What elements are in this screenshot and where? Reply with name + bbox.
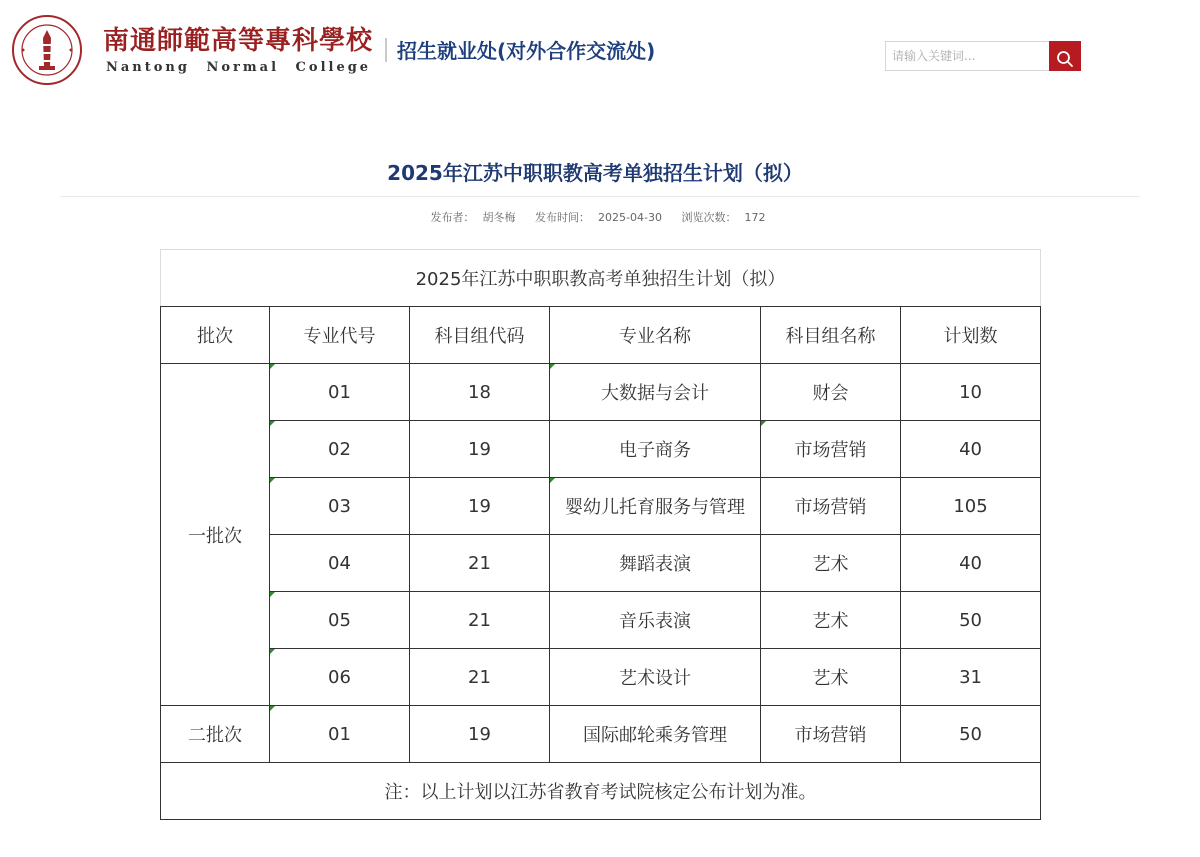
subject-group-code-cell: 21 xyxy=(410,592,550,649)
plan-count-cell: 10 xyxy=(901,364,1041,421)
subject-group-name-cell: 市场营销 xyxy=(761,706,901,763)
search-icon xyxy=(1056,50,1074,68)
table-row xyxy=(161,706,1041,763)
major-name-cell: 舞蹈表演 xyxy=(550,535,761,592)
subject-group-name-cell: 市场营销 xyxy=(761,421,901,478)
major-name-cell: 音乐表演 xyxy=(550,592,761,649)
major-code-cell: 03 xyxy=(270,478,410,535)
school-seal-icon[interactable] xyxy=(11,14,83,86)
plan-count-cell: 40 xyxy=(901,535,1041,592)
article-meta xyxy=(0,210,1196,226)
department-title[interactable]: 招生就业处(对外合作交流处) xyxy=(397,39,656,63)
enrollment-plan-table xyxy=(160,249,1041,820)
header-major-name: 专业名称 xyxy=(550,307,761,364)
plan-table-container xyxy=(160,249,1041,820)
major-code-cell: 05 xyxy=(270,592,410,649)
major-name-cell: 艺术设计 xyxy=(550,649,761,706)
header-subject-group-name: 科目组名称 xyxy=(761,307,901,364)
title-divider xyxy=(60,196,1140,197)
subject-group-code-cell: 19 xyxy=(410,421,550,478)
school-name-cn[interactable]: 南通師範高等專科學校 xyxy=(103,26,374,56)
header-divider xyxy=(385,38,387,62)
major-name-cell: 电子商务 xyxy=(550,421,761,478)
header-major-code: 专业代号 xyxy=(270,307,410,364)
article-title: 2025年江苏中职职教高考单独招生计划（拟） xyxy=(387,161,803,185)
views-label: 浏览次数： xyxy=(681,211,737,224)
major-name-cell: 大数据与会计 xyxy=(550,364,761,421)
subject-group-code-cell: 18 xyxy=(410,364,550,421)
plan-count-cell: 105 xyxy=(901,478,1041,535)
subject-group-name-cell: 市场营销 xyxy=(761,478,901,535)
major-code-cell: 04 xyxy=(270,535,410,592)
views-value: 172 xyxy=(744,211,766,224)
site-header xyxy=(0,0,1200,100)
header-plan-count: 计划数 xyxy=(901,307,1041,364)
search-input[interactable] xyxy=(885,41,1049,71)
table-header-row xyxy=(161,307,1041,364)
subject-group-code-cell: 21 xyxy=(410,649,550,706)
major-code-cell: 01 xyxy=(270,364,410,421)
subject-group-code-cell: 21 xyxy=(410,535,550,592)
author-label: 发布者： xyxy=(430,211,475,224)
major-code-cell: 02 xyxy=(270,421,410,478)
subject-group-code-cell: 19 xyxy=(410,478,550,535)
date-value: 2025-04-30 xyxy=(598,211,662,224)
subject-group-name-cell: 财会 xyxy=(761,364,901,421)
date-label: 发布时间： xyxy=(535,211,591,224)
table-row xyxy=(161,535,1041,592)
major-name-cell: 国际邮轮乘务管理 xyxy=(550,706,761,763)
subject-group-name-cell: 艺术 xyxy=(761,649,901,706)
major-code-cell: 06 xyxy=(270,649,410,706)
subject-group-name-cell: 艺术 xyxy=(761,592,901,649)
major-code-cell: 01 xyxy=(270,706,410,763)
school-name-en[interactable]: Nantong Normal College xyxy=(106,60,372,75)
table-row xyxy=(161,592,1041,649)
batch-cell: 一批次 xyxy=(161,364,270,706)
table-note: 注：以上计划以江苏省教育考试院核定公布计划为准。 xyxy=(161,763,1041,820)
plan-count-cell: 40 xyxy=(901,421,1041,478)
search-button[interactable] xyxy=(1049,41,1081,71)
subject-group-name-cell: 艺术 xyxy=(761,535,901,592)
header-batch: 批次 xyxy=(161,307,270,364)
table-row xyxy=(161,649,1041,706)
plan-count-cell: 50 xyxy=(901,592,1041,649)
table-row xyxy=(161,478,1041,535)
table-row xyxy=(161,421,1041,478)
table-caption: 2025年江苏中职职教高考单独招生计划（拟） xyxy=(161,250,1041,307)
table-row xyxy=(161,364,1041,421)
plan-count-cell: 31 xyxy=(901,649,1041,706)
author-value: 胡冬梅 xyxy=(482,211,516,224)
major-name-cell: 婴幼儿托育服务与管理 xyxy=(550,478,761,535)
batch-cell: 二批次 xyxy=(161,706,270,763)
table-note-row xyxy=(161,763,1041,820)
header-subject-group-code: 科目组代码 xyxy=(410,307,550,364)
subject-group-code-cell: 19 xyxy=(410,706,550,763)
plan-count-cell: 50 xyxy=(901,706,1041,763)
